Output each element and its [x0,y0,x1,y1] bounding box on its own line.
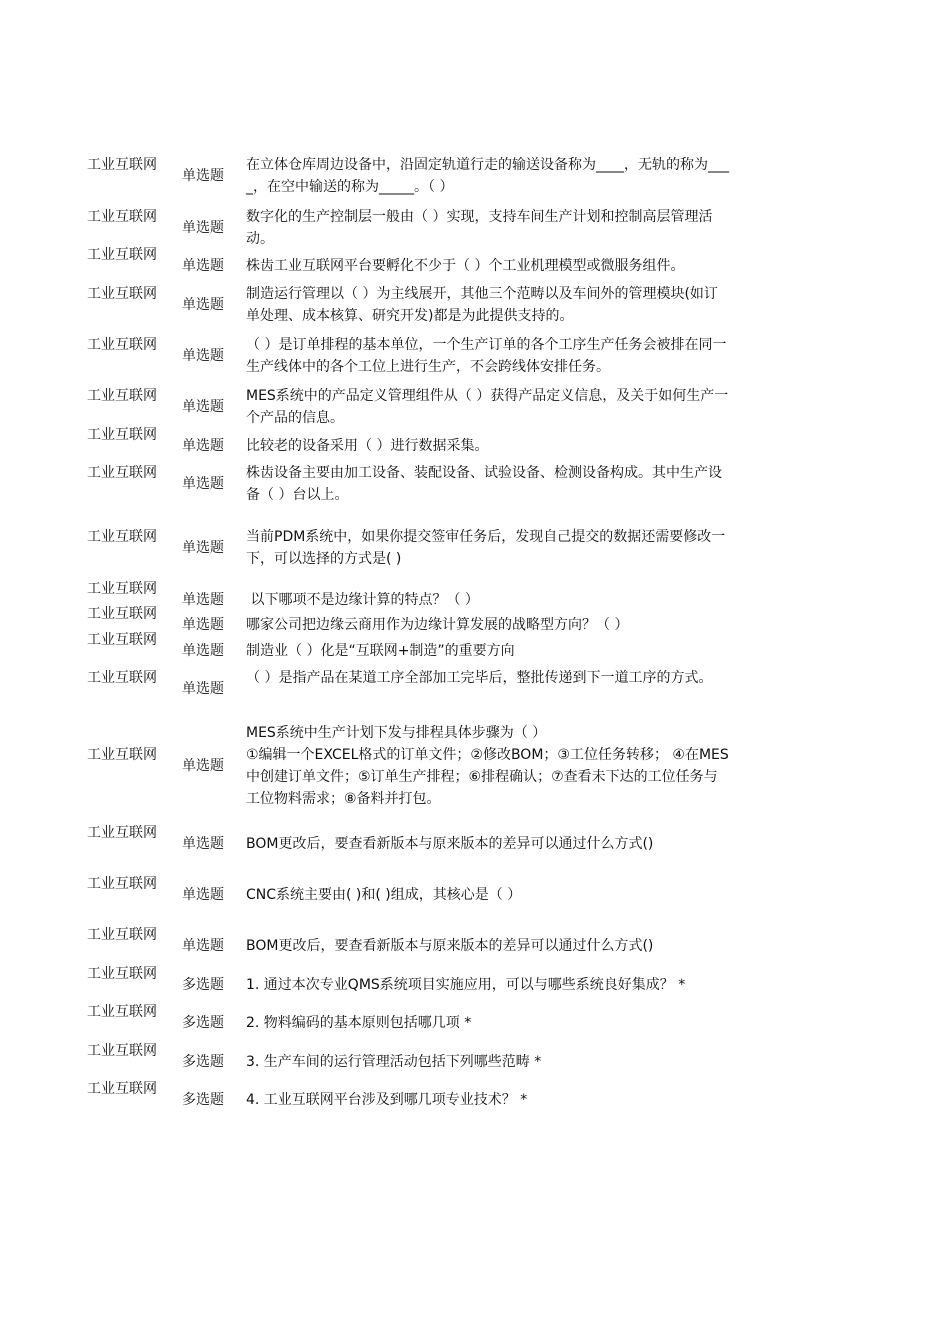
type-cell: 单选题 [182,617,224,633]
category-cell: 工业互联网 [87,247,157,263]
type-cell: 单选题 [182,438,224,454]
question-cell: 3. 生产车间的运行管理活动包括下列哪些范畴 * [246,1054,542,1070]
type-cell: 单选题 [182,836,224,852]
question-cell: 株齿设备主要由加工设备、装配设备、试验设备、检测设备构成。其中生产设备（ ）台以上。 [246,465,722,503]
category-cell: 工业互联网 [87,927,157,943]
category-cell: 工业互联网 [87,581,157,597]
category-cell: 工业互联网 [87,825,157,841]
question-cell: BOM更改后，要查看新版本与原来版本的差异可以通过什么方式() [246,938,654,954]
question-cell: CNC系统主要由( )和( )组成，其核心是（ ） [246,887,522,903]
category-cell: 工业互联网 [87,529,157,545]
question-cell: 比较老的设备采用（ ）进行数据采集。 [246,438,489,454]
type-cell: 单选题 [182,758,224,774]
type-cell: 多选题 [182,1054,224,1070]
question-cell: 4. 工业互联网平台涉及到哪几项专业技术？ * [246,1092,528,1108]
question-cell: （ ）是订单排程的基本单位，一个生产订单的各个工序生产任务会被排在同一生产线体中的各个工位上进行生产，不会跨线体安排任务。 [246,337,727,375]
type-cell: 多选题 [182,977,224,993]
question-cell: 1. 通过本次专业QMS系统项目实施应用，可以与哪些系统良好集成？ * [246,977,686,993]
question-cell: （ ）是指产品在某道工序全部加工完毕后，整批传递到下一道工序的方式。 [246,670,713,686]
type-cell: 单选题 [182,540,224,556]
question-cell: 制造运行管理以（ ）为主线展开，其他三个范畴以及车间外的管理模块(如订单处理、成本核算、研究开发)都是为此提供支持的。 [246,286,718,324]
category-cell: 工业互联网 [87,747,157,763]
type-cell: 单选题 [182,348,224,364]
type-cell: 单选题 [182,938,224,954]
type-cell: 单选题 [182,297,224,313]
category-cell: 工业互联网 [87,209,157,225]
question-cell: 2. 物料编码的基本原则包括哪几项 * [246,1015,472,1031]
type-cell: 多选题 [182,1015,224,1031]
question-cell: 制造业（ ）化是“互联网+制造”的重要方向 [246,643,515,659]
question-cell: 数字化的生产控制层一般由（ ）实现，支持车间生产计划和控制高层管理活动。 [246,209,713,247]
category-cell: 工业互联网 [87,465,157,481]
category-cell: 工业互联网 [87,670,157,686]
type-cell: 单选题 [182,168,224,184]
question-cell: 在立体仓库周边设备中，沿固定轨道行走的输送设备称为____，无轨的称为____，在空中输送的称为_____。（ ） [246,157,729,195]
type-cell: 单选题 [182,258,224,274]
category-cell: 工业互联网 [87,966,157,982]
category-cell: 工业互联网 [87,157,157,173]
type-cell: 单选题 [182,592,224,608]
category-cell: 工业互联网 [87,286,157,302]
category-cell: 工业互联网 [87,337,157,353]
type-cell: 单选题 [182,681,224,697]
type-cell: 单选题 [182,476,224,492]
question-cell: 当前PDM系统中，如果你提交签审任务后，发现自己提交的数据还需要修改一下，可以选择的方式是( ) [246,529,726,567]
category-cell: 工业互联网 [87,876,157,892]
category-cell: 工业互联网 [87,632,157,648]
category-cell: 工业互联网 [87,427,157,443]
type-cell: 多选题 [182,1092,224,1108]
type-cell: 单选题 [182,399,224,415]
category-cell: 工业互联网 [87,606,157,622]
category-cell: 工业互联网 [87,388,157,404]
question-cell: 以下哪项不是边缘计算的特点？（ ） [246,592,479,608]
type-cell: 单选题 [182,643,224,659]
category-cell: 工业互联网 [87,1081,157,1097]
category-cell: 工业互联网 [87,1004,157,1020]
question-cell: MES系统中的产品定义管理组件从（ ）获得产品定义信息，及关于如何生产一个产品的信息。 [246,388,729,426]
type-cell: 单选题 [182,220,224,236]
type-cell: 单选题 [182,887,224,903]
question-cell: 株齿工业互联网平台要孵化不少于（ ）个工业机理模型或微服务组件。 [246,258,685,274]
question-cell: 哪家公司把边缘云商用作为边缘计算发展的战略型方向？（ ） [246,617,629,633]
category-cell: 工业互联网 [87,1043,157,1059]
question-cell: BOM更改后，要查看新版本与原来版本的差异可以通过什么方式() [246,836,654,852]
question-cell: MES系统中生产计划下发与排程具体步骤为（ ） ①编辑一个EXCEL格式的订单文件；②修改BOM；③工位任务转移； ④在MES中创建订单文件；⑤订单生产排程；⑥排程确认；⑦查看未下达的工位任务与工位物料需求；⑧备料并打包。 [246,725,729,807]
